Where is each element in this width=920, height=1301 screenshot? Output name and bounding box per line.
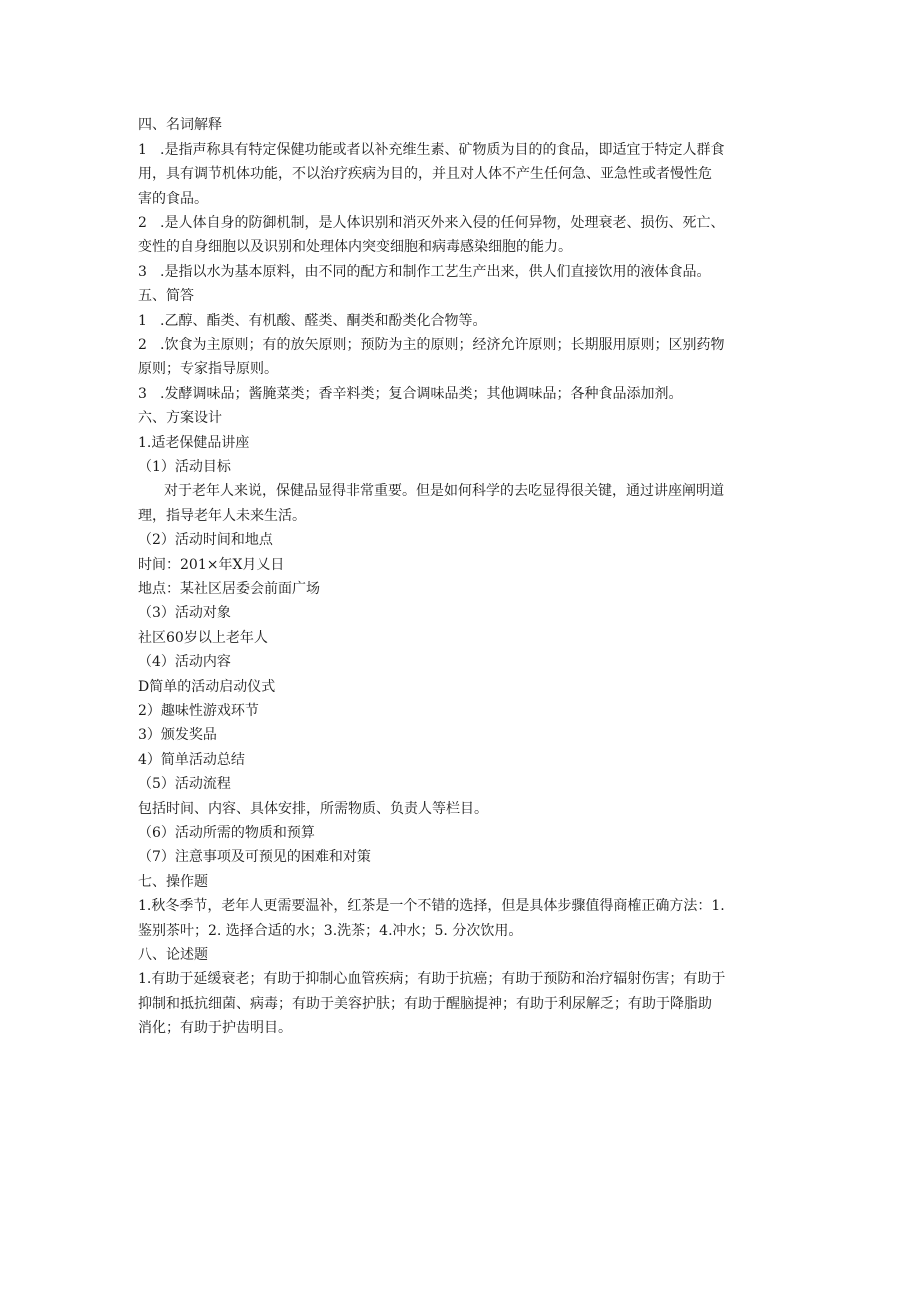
s6-part-4-item-4: 4）简单活动总结 (138, 752, 245, 768)
s4-item-3-line-1 (138, 260, 786, 285)
s6-part-3-heading: （3）活动对象 (138, 605, 231, 621)
s6-part-2-place: 地点：某社区居委会前面广场 (138, 581, 320, 597)
s6-part-7-heading: （7）注意事项及可预见的困难和对策 (138, 849, 371, 865)
s4-item-1-number: 1 (138, 142, 147, 158)
s4-item-3-text-1: .是指以水为基本原料，由不同的配方和制作工艺生产出来，供人们直接饮用的液体食品。 (160, 264, 711, 280)
s6-part-1-text-1: 对于老年人来说，保健品显得非常重要。但是如何科学的去吃显得很关键，通过讲座阐明道 (164, 483, 724, 499)
section-5-title: 五、简答 (138, 288, 194, 304)
s6-part-4-item-2: 2）趣味性游戏环节 (138, 703, 259, 719)
s6-part-1-heading: （1）活动目标 (138, 459, 231, 475)
s4-item-3-number: 3 (138, 264, 147, 280)
section-8-title: 八、论述题 (138, 947, 208, 963)
s8-text-1: 1.有助于延缓衰老；有助于抑制心血管疾病；有助于抗癌；有助于预防和治疗辐射伤害；有助于 (138, 971, 726, 987)
s6-part-2-heading: （2）活动时间和地点 (138, 532, 273, 548)
section-6-title: 六、方案设计 (138, 410, 222, 426)
s6-part-5-text: 包括时间、内容、具体安排，所需物质、负责人等栏目。 (138, 801, 488, 817)
s5-item-1-number: 1 (138, 313, 147, 329)
s5-item-2-line-1 (138, 333, 786, 358)
s4-item-2-number: 2 (138, 215, 147, 231)
s6-part-6-heading: （6）活动所需的物质和预算 (138, 825, 315, 841)
s4-item-1-line-1 (138, 138, 786, 163)
section-4-title: 四、名词解释 (138, 117, 222, 133)
s5-item-3-line-1 (138, 382, 786, 407)
s8-text-3: 消化；有助于护齿明目。 (138, 1020, 292, 1036)
s5-item-2-line-2: 原则；专家指导原则。 (138, 361, 278, 377)
s6-part-1-text-2: 理，指导老年人未来生活。 (138, 508, 306, 524)
s4-item-2-line-1 (138, 211, 786, 236)
s7-text-2: 鉴别茶叶；2. 选择合适的水；3.洗茶；4.冲水；5. 分次饮用。 (138, 923, 523, 939)
s6-part-3-text: 社区60岁以上老年人 (138, 630, 268, 646)
s4-item-1-text-1: .是指声称具有特定保健功能或者以补充维生素、矿物质为目的的食品，即适宜于特定人群食 (160, 142, 725, 158)
s6-subtitle-1: 1.适老保健品讲座 (138, 435, 250, 451)
s8-text-2: 抑制和抵抗细菌、病毒；有助于美容护肤；有助于醒脑提神；有助于利尿解乏；有助于降脂助 (138, 996, 712, 1012)
s6-part-4-item-1: D简单的活动启动仪式 (138, 679, 276, 695)
s6-part-4-item-3: 3）颁发奖品 (138, 727, 217, 743)
s4-item-1-line-3: 害的食品。 (138, 191, 208, 207)
s4-item-2-text-1: .是人体自身的防御机制，是人体识别和消灭外来入侵的任何异物，处理衰老、损伤、死亡、 (160, 215, 725, 231)
s7-text-1: 1.秋冬季节，老年人更需要温补，红茶是一个不错的选择，但是具体步骤值得商榷正确方法：1. (138, 898, 725, 914)
s4-item-2-line-2: 变性的自身细胞以及识别和处理体内突变细胞和病毒感染细胞的能力。 (138, 239, 572, 255)
section-7-title: 七、操作题 (138, 874, 208, 890)
s5-item-3-text-1: .发酵调味品；酱腌菜类；香辛料类；复合调味品类；其他调味品；各种食品添加剂。 (160, 386, 683, 402)
s6-part-2-time: 时间：201×年X月乂日 (138, 557, 285, 573)
s4-item-1-line-2: 用，具有调节机体功能，不以治疗疾病为目的，并且对人体不产生任何急、亚急性或者慢性危 (138, 166, 712, 182)
s6-part-4-heading: （4）活动内容 (138, 654, 231, 670)
s6-part-5-heading: （5）活动流程 (138, 776, 231, 792)
s5-item-1-text-1: .乙醇、酯类、有机酸、醛类、酮类和酚类化合物等。 (160, 313, 487, 329)
s5-item-2-number: 2 (138, 337, 147, 353)
s5-item-3-number: 3 (138, 386, 147, 402)
s5-item-2-text-1: .饮食为主原则；有的放矢原则；预防为主的原则；经济允许原则；长期服用原则；区别药物 (160, 337, 725, 353)
s5-item-1-line-1 (138, 309, 786, 334)
